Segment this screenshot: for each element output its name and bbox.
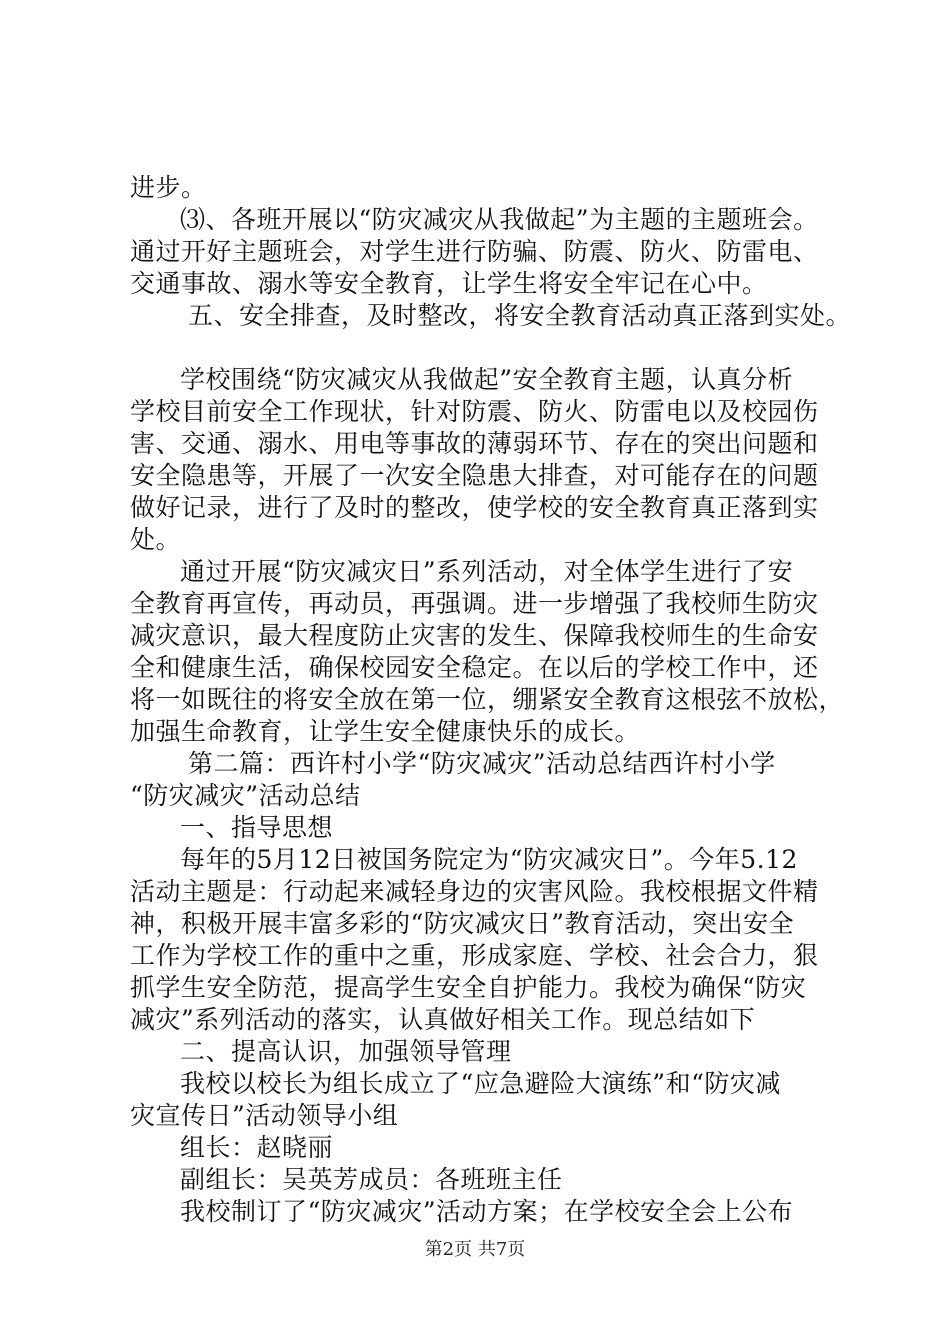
text-line: 我校以校长为组长成立了“应急避险大演练”和“防灾减 xyxy=(180,1069,781,1098)
text-line: 进步。 xyxy=(130,173,207,202)
text-line: 二、提高认识，加强领导管理 xyxy=(180,1037,512,1066)
text-line: 组长：赵晓丽 xyxy=(180,1133,334,1162)
text-line: 学校围绕“防灾减灾从我做起”安全教育主题，认真分析 xyxy=(180,365,794,394)
text-line: 减灾”系列活动的落实，认真做好相关工作。现总结如下 xyxy=(130,1005,756,1034)
text-line: 副组长：吴英芳成员：各班班主任 xyxy=(180,1165,563,1194)
blank-line xyxy=(130,332,840,364)
text-line: 一、指导思想 xyxy=(180,813,334,842)
text-line: 做好记录，进行了及时的整改，使学校的安全教育真正落到实 xyxy=(130,493,819,522)
text-line: 五、安全排查，及时整改，将安全教育活动真正落到实处。 xyxy=(188,301,852,330)
text-line: 全和健康生活，确保校园安全稳定。在以后的学校工作中，还 xyxy=(130,653,819,682)
text-line: 活动主题是：行动起来减轻身边的灾害风险。我校根据文件精 xyxy=(130,877,819,906)
text-line: 抓学生安全防范，提高学生安全自护能力。我校为确保“防灾 xyxy=(130,973,807,1002)
text-line: 处。 xyxy=(130,525,182,554)
text-line: 害、交通、溺水、用电等事故的薄弱环节、存在的突出问题和 xyxy=(130,429,819,458)
text-line: 将一如既往的将安全放在第一位，绷紧安全教育这根弦不放松， xyxy=(130,685,845,714)
text-line: 交通事故、溺水等安全教育，让学生将安全牢记在心中。 xyxy=(130,269,768,298)
text-line: 工作为学校工作的重中之重，形成家庭、学校、社会合力，狠 xyxy=(130,941,819,970)
text-line: 第二篇：西许村小学“防灾减灾”活动总结西许村小学 xyxy=(188,749,776,778)
text-line: 神，积极开展丰富多彩的“防灾减灾日”教育活动，突出安全 xyxy=(130,909,795,938)
text-line: ⑶、各班开展以“防灾减灾从我做起”为主题的主题班会。 xyxy=(180,205,819,234)
text-line: 每年的5月12日被国务院定为“防灾减灾日”。今年5.12 xyxy=(180,845,798,874)
text-line: 全教育再宣传，再动员，再强调。进一步增强了我校师生防灾 xyxy=(130,589,819,618)
text-line: 通过开好主题班会，对学生进行防骗、防震、防火、防雷电、 xyxy=(130,237,819,266)
text-line: 学校目前安全工作现状，针对防震、防火、防雷电以及校园伤 xyxy=(130,397,819,426)
text-line: 通过开展“防灾减灾日”系列活动，对全体学生进行了安 xyxy=(180,557,794,586)
document-body xyxy=(130,172,852,1228)
text-line: 减灾意识，最大程度防止灾害的发生、保障我校师生的生命安 xyxy=(130,621,819,650)
text-line: 我校制订了“防灾减灾”活动方案；在学校安全会上公布 xyxy=(180,1197,794,1226)
text-line: 加强生命教育，让学生安全健康快乐的成长。 xyxy=(130,717,641,746)
page-footer: 第2页 共7页 xyxy=(424,1239,526,1260)
text-line: “防灾减灾”活动总结 xyxy=(130,781,361,810)
text-line: 灾宣传日”活动领导小组 xyxy=(130,1101,399,1130)
text-line: 安全隐患等，开展了一次安全隐患大排查，对可能存在的问题 xyxy=(130,461,819,490)
